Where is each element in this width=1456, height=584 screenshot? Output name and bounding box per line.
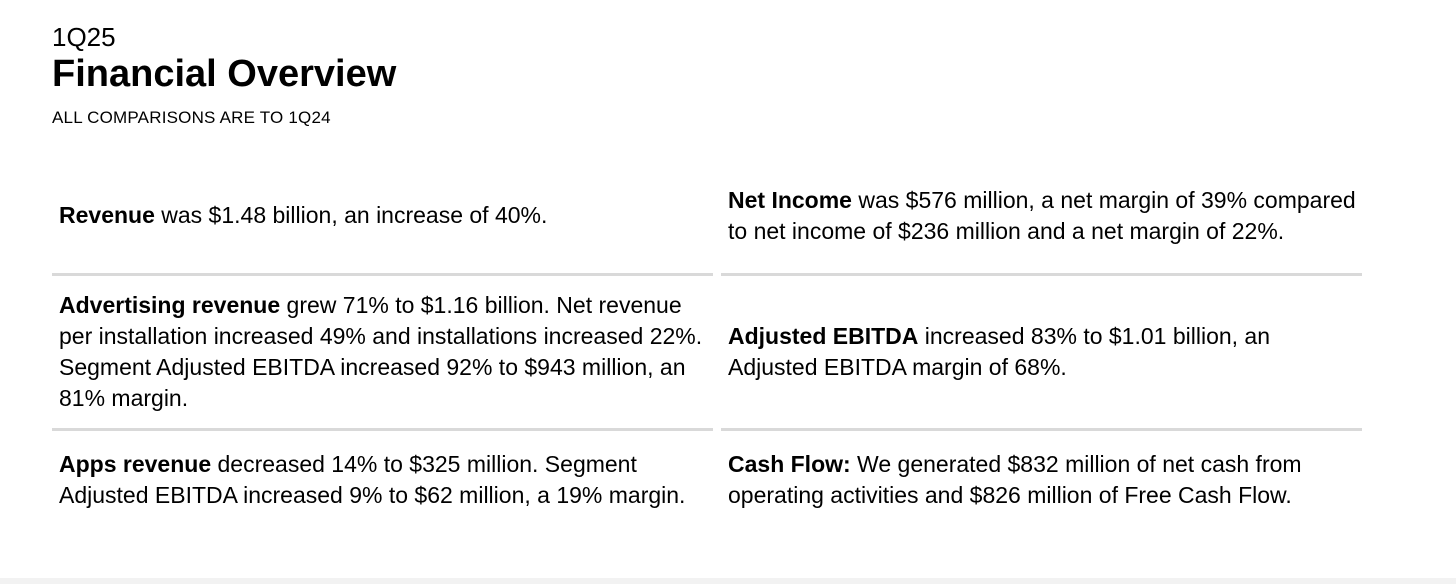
quarter-label: 1Q25 <box>52 22 116 52</box>
bottom-divider <box>0 578 1456 584</box>
advertising-cell <box>52 276 713 431</box>
adjusted-ebitda-lead: Adjusted EBITDA <box>728 323 919 349</box>
apps-lead: Apps revenue <box>59 451 212 477</box>
page-title: Financial Overview <box>52 53 397 95</box>
revenue-lead: Revenue <box>59 202 155 228</box>
net-income-detail: was $576 million, a net margin of 39% compared to net income of $236 million and a net margin of 22%. <box>728 186 1356 244</box>
apps-cell <box>52 431 713 543</box>
adjusted-ebitda-detail: increased 83% to $1.01 billion, an Adjusted EBITDA margin of 68%. <box>728 323 1271 380</box>
adjusted-ebitda-cell <box>721 276 1362 431</box>
net-income-cell <box>721 158 1362 276</box>
revenue-text <box>59 200 547 231</box>
apps-text <box>59 449 705 511</box>
net-income-lead: Net Income <box>728 186 852 213</box>
report-header <box>52 22 396 128</box>
apps-detail: decreased 14% to $325 million. Segment Adjusted EBITDA increased 9% to $62 million, a 19% margin. <box>59 451 686 508</box>
cash-flow-cell <box>721 431 1362 543</box>
metrics-grid <box>52 158 1362 543</box>
advertising-text <box>59 290 705 414</box>
cash-flow-lead: Cash Flow: <box>728 451 851 477</box>
comparison-note: ALL COMPARISONS ARE TO 1Q24 <box>52 108 331 127</box>
cash-flow-text <box>728 449 1356 511</box>
net-income-text <box>728 185 1356 247</box>
advertising-detail: grew 71% to $1.16 billion. Net revenue per installation increased 49% and installations increased 22%. Segment Adjusted EBITDA increased 92% to $943 million, an 81% margin. <box>59 292 703 411</box>
cash-flow-detail: We generated $832 million of net cash from operating activities and $826 million of Free Cash Flow. <box>728 451 1302 508</box>
revenue-detail: was $1.48 billion, an increase of 40%. <box>154 202 548 228</box>
advertising-lead: Advertising revenue <box>59 292 281 318</box>
adjusted-ebitda-text <box>728 321 1356 383</box>
revenue-cell <box>52 158 713 276</box>
